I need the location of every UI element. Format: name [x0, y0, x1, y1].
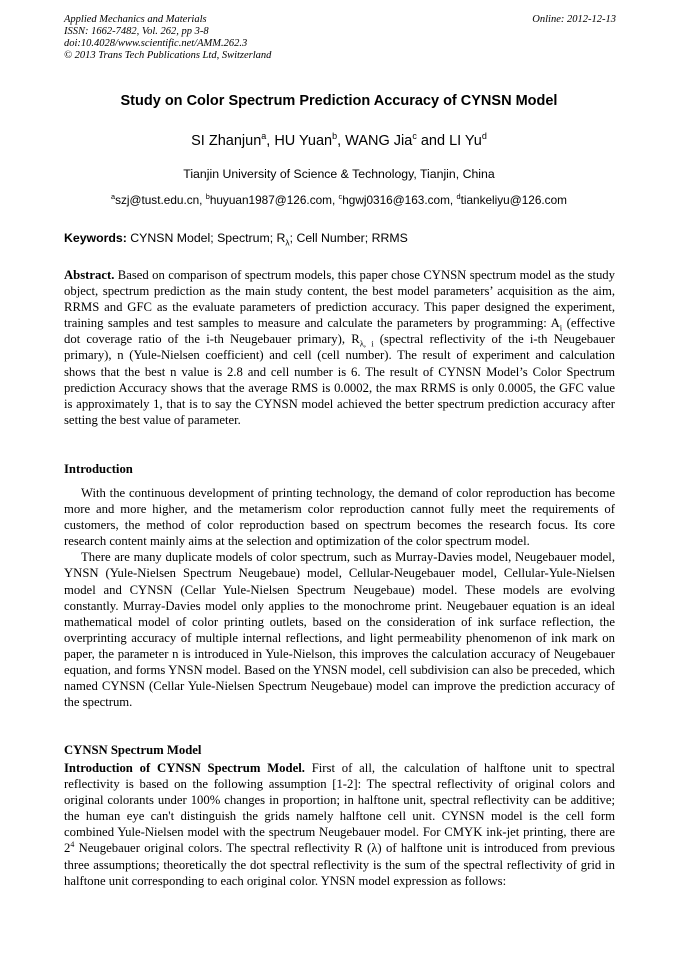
author-2: HU Yuan	[274, 133, 333, 149]
author-separator: and	[416, 133, 450, 149]
email-4-mark: d	[456, 192, 461, 202]
email-list	[0, 193, 678, 207]
issn-line: ISSN: 1662-7482, Vol. 262, pp 3-8	[64, 26, 209, 37]
author-2-mark: b	[332, 131, 338, 142]
online-date: Online: 2012-12-13	[532, 14, 616, 25]
abstract-text: (effective dot coverage ratio of the i-th Neugebauer primary), R	[64, 316, 615, 347]
intro-paragraph-2: There are many duplicate models of color spectrum, such as Murray-Davies model, Neugebauer model, YNSN (Yule-Nielsen Spectrum Neugebaue) model, Cellular-Neugebauer model, Cellular-Yule-Nielsen model and CYNSN (Cellar Yule-Nielsen Spectrum Neugebaue) model. These models are evolving constantly. Murray-Davies model only applies to the monochrome print. Neugebauer equation is an ideal mathematical model of color printing outlets, based on the consideration of ink surface reflection, the overprinting accuracy of multiple internal reflections, and light permeability phenomenon of ink mark on paper, the parameter n is introduced in Yule-Nielson, this improves the calculation accuracy of Neugebauer equation, and forms YNSN model. Based on the YNSN model, cell subdivision can also be preceded, which named CYNSN (Cellar Yule-Nielsen Spectrum Neugebaue) model can improve the prediction accuracy of the spectrum.	[64, 550, 615, 710]
abstract-text: (spectral reflectivity of the i-th Neugebauer primary), n (Yule-Nielsen coefficient) and cell (cell number). The result of experiment and calculation shows that the best n value is 2.8 and cell number is 6. The result of CYNSN Model’s Color Spectrum prediction Accuracy shows that the average RMS is 0.0002, the max RRMS is only 0.0005, the GFC value is approximately 1, that is to say the CYNSN model achieved the better spectrum prediction accuracy after setting the best value of parameter.	[64, 332, 615, 427]
cynsn-paragraph	[64, 760, 615, 889]
abstract-text: Based on comparison of spectrum models, this paper chose CYNSN spectrum model as the study object, spectrum prediction as the main study content, the best model parameters’ acquisition as the aim, RRMS and GFC as the evaluate parameters of prediction accuracy. This paper designed the experiment, training samples and test samples to measure and calculate the parameters by programming: A	[64, 268, 615, 331]
email-2-mark: b	[205, 192, 210, 202]
abstract-paragraph	[64, 267, 615, 428]
author-list	[0, 133, 678, 149]
author-1: SI Zhanjun	[191, 133, 262, 149]
email-2: huyuan1987@126.com,	[209, 193, 339, 207]
keywords-label: Keywords:	[64, 231, 127, 245]
abstract-label: Abstract.	[64, 268, 115, 282]
author-3: WANG Jia	[345, 133, 413, 149]
email-4: tiankeliyu@126.com	[460, 193, 567, 207]
journal-name: Applied Mechanics and Materials	[64, 14, 207, 25]
keywords-subscript: λ	[285, 237, 290, 248]
cynsn-text-end: Neugebauer original colors. The spectral reflectivity R (λ) of halftone unit is introduced from previous three assumptions; theoretically the dot spectral reflectivity is the sum of the spectral reflectivity of grid in halftone unit corresponding to each original color. YNSN model expression as follows:	[64, 841, 615, 888]
doi-line: doi:10.4028/www.scientific.net/AMM.262.3	[64, 38, 248, 49]
keywords-text-end: ; Cell Number; RRMS	[289, 231, 408, 245]
author-separator: ,	[337, 133, 346, 149]
section-heading-cynsn: CYNSN Spectrum Model	[64, 743, 202, 757]
keywords-line	[64, 231, 616, 248]
affiliation: Tianjin University of Science & Technology, Tianjin, China	[183, 167, 495, 181]
author-3-mark: c	[412, 131, 417, 142]
section-heading-introduction: Introduction	[64, 462, 133, 476]
author-separator: ,	[266, 133, 275, 149]
email-3: hgwj0316@163.com,	[342, 193, 457, 207]
email-1-mark: a	[111, 192, 116, 202]
abstract-subscript-lambda: λ, i	[359, 338, 374, 349]
journal-header	[64, 14, 616, 62]
keywords-text: CYNSN Model; Spectrum; R	[126, 231, 286, 245]
email-1: szj@tust.edu.cn,	[115, 193, 206, 207]
cynsn-text: First of all, the calculation of halftone unit to spectral reflectivity is based on the following assumption [1-2]: The spectral reflectivity of original colors and original colorants under 100% changes in proportion; in halftone unit, spectral reflectivity can be additive; the human eye can't distinguish the grids namely halftone cell unit. CYNSN model is the cell form combined Yule-Nielsen model with the spectrum Neugebauer model. For CMYK ink-jet printing, there are 2	[64, 761, 615, 856]
cynsn-superscript: 4	[70, 840, 75, 850]
paper-title: Study on Color Spectrum Prediction Accuracy of CYNSN Model	[120, 93, 558, 109]
intro-paragraph-1: With the continuous development of printing technology, the demand of color reproduction has become more and more higher, and the metamerism color reproduction cannot fully meet the requirements of customers, the method of color reproduction based on spectrum becomes the research focus. Its core research content mainly aims at the selection and optimization of the color spectrum model.	[64, 486, 615, 549]
author-4: LI Yu	[449, 133, 482, 149]
abstract-subscript-i: i	[559, 322, 563, 333]
email-3-mark: c	[338, 192, 343, 202]
cynsn-subheading: Introduction of CYNSN Spectrum Model.	[64, 761, 305, 775]
copyright-line: © 2013 Trans Tech Publications Ltd, Switzerland	[64, 50, 272, 61]
author-1-mark: a	[261, 131, 267, 142]
author-4-mark: d	[481, 131, 487, 142]
introduction-body	[64, 485, 615, 710]
